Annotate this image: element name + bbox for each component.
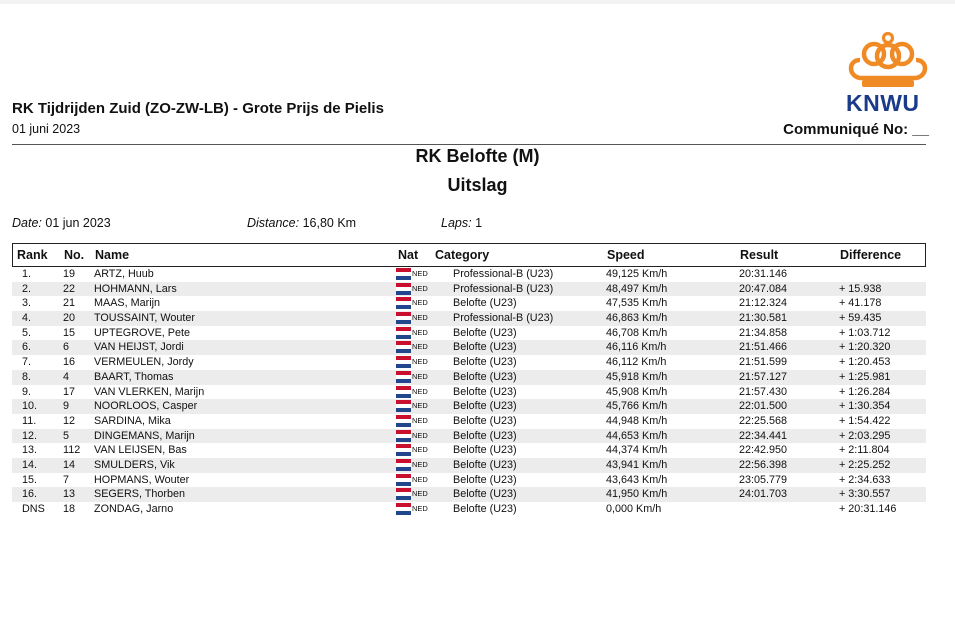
result-cell: 20:47.084 — [739, 282, 788, 295]
difference-cell: + 1:20.453 — [839, 356, 891, 369]
category-cell: Belofte (U23) — [453, 488, 517, 501]
speed-cell: 44,948 Km/h — [606, 414, 668, 427]
number-cell: 9 — [63, 400, 70, 413]
meta-distance — [247, 216, 356, 230]
netherlands-flag-icon — [396, 341, 411, 353]
category-cell: Belofte (U23) — [453, 326, 517, 339]
speed-cell: 46,708 Km/h — [606, 326, 668, 339]
number-cell: 112 — [63, 444, 81, 457]
nat-code: NED — [412, 430, 428, 440]
speed-cell: 44,374 Km/h — [606, 444, 668, 457]
meta-date — [12, 216, 111, 230]
result-cell: 22:34.441 — [739, 429, 788, 442]
meta-laps-value: 1 — [475, 216, 483, 230]
netherlands-flag-icon — [396, 400, 411, 412]
netherlands-flag-icon — [396, 386, 411, 398]
rank-cell: 7. — [22, 356, 32, 369]
rank-cell: 11. — [22, 414, 37, 427]
rank-cell: 10. — [22, 400, 38, 413]
table-row — [12, 473, 926, 488]
number-cell: 13 — [63, 488, 76, 501]
col-no: No. — [64, 248, 85, 262]
netherlands-flag-icon — [396, 430, 411, 442]
number-cell: 6 — [63, 341, 70, 354]
name-cell: HOHMANN, Lars — [94, 282, 177, 295]
netherlands-flag-icon — [396, 488, 411, 500]
number-cell: 4 — [63, 370, 70, 383]
name-cell: NOORLOOS, Casper — [94, 400, 198, 413]
rank-cell: 1. — [22, 268, 32, 280]
result-cell: 22:01.500 — [739, 400, 788, 413]
nat-code: NED — [412, 504, 428, 513]
speed-cell: 49,125 Km/h — [606, 268, 668, 280]
meta-laps-label: Laps: — [441, 216, 472, 230]
result-cell: 21:34.858 — [739, 326, 788, 339]
rank-cell: 6. — [22, 341, 32, 354]
number-cell: 15 — [63, 326, 76, 339]
col-difference: Difference — [840, 248, 902, 262]
netherlands-flag-icon — [396, 356, 411, 368]
nat-code: NED — [412, 283, 428, 293]
result-cell: 20:31.146 — [739, 268, 788, 280]
event-title: RK Tijdrijden Zuid (ZO-ZW-LB) - Grote Prijs de Pielis — [12, 100, 384, 117]
difference-cell: + 41.178 — [839, 297, 882, 310]
table-row — [12, 385, 926, 400]
number-cell: 19 — [63, 268, 76, 280]
netherlands-flag-icon — [396, 474, 411, 486]
result-cell: 24:01.703 — [739, 488, 788, 501]
netherlands-flag-icon — [396, 327, 411, 339]
category-cell: Belofte (U23) — [453, 503, 517, 515]
table-row — [12, 296, 926, 311]
name-cell: TOUSSAINT, Wouter — [94, 312, 195, 325]
netherlands-flag-icon — [396, 268, 411, 280]
difference-cell: + 2:34.633 — [839, 473, 891, 486]
speed-cell: 43,941 Km/h — [606, 458, 668, 471]
number-cell: 17 — [63, 385, 76, 398]
name-cell: BAART, Thomas — [94, 370, 174, 383]
category-cell: Belofte (U23) — [453, 341, 517, 354]
table-row — [12, 326, 926, 341]
name-cell: SARDINA, Mika — [94, 414, 171, 427]
result-cell: 22:56.398 — [739, 458, 788, 471]
netherlands-flag-icon — [396, 459, 411, 471]
speed-cell: 45,766 Km/h — [606, 400, 668, 413]
table-row — [12, 355, 926, 370]
name-cell: MAAS, Marijn — [94, 297, 160, 310]
logo-text: KNWU — [846, 90, 920, 116]
rank-cell: 12. — [22, 429, 38, 442]
number-cell: 20 — [63, 312, 76, 325]
difference-cell: + 2:03.295 — [839, 429, 891, 442]
category-cell: Professional-B (U23) — [453, 268, 554, 280]
name-cell: VAN LEIJSEN, Bas — [94, 444, 187, 457]
rank-cell: 14. — [22, 458, 38, 471]
difference-cell: + 2:11.804 — [839, 444, 890, 457]
results-header — [12, 243, 926, 267]
name-cell: UPTEGROVE, Pete — [94, 326, 191, 339]
difference-cell: + 1:54.422 — [839, 414, 891, 427]
name-cell: DINGEMANS, Marijn — [94, 429, 195, 442]
nat-code: NED — [412, 386, 428, 396]
result-cell: 22:42.950 — [739, 444, 788, 457]
top-strip — [0, 0, 955, 4]
netherlands-flag-icon — [396, 283, 411, 295]
name-cell: ZONDAG, Jarno — [94, 503, 174, 515]
result-cell: 21:57.127 — [739, 370, 788, 383]
race-title: RK Belofte (M) — [415, 146, 540, 166]
result-cell: 21:30.581 — [739, 312, 788, 325]
nat-code: NED — [412, 342, 428, 352]
communique-number: Communiqué No: __ — [783, 121, 929, 138]
table-row — [12, 429, 926, 444]
difference-cell: + 20:31.146 — [839, 503, 897, 515]
number-cell: 18 — [63, 503, 76, 515]
col-rank: Rank — [17, 248, 48, 262]
table-row — [12, 399, 926, 414]
number-cell: 7 — [63, 473, 70, 486]
result-cell: 21:51.599 — [739, 356, 788, 369]
name-cell: SMULDERS, Vik — [94, 458, 175, 471]
meta-distance-value: 16,80 Km — [302, 216, 357, 230]
category-cell: Belofte (U23) — [453, 429, 517, 442]
number-cell: 16 — [63, 356, 76, 369]
speed-cell: 0,000 Km/h — [606, 503, 662, 515]
difference-cell: + 1:03.712 — [839, 326, 891, 339]
difference-cell: + 1:25.981 — [839, 370, 891, 383]
difference-cell: + 1:26.284 — [839, 385, 891, 398]
nat-code: NED — [412, 489, 428, 499]
rank-cell: 3. — [22, 297, 32, 310]
netherlands-flag-icon — [396, 297, 411, 309]
speed-cell: 41,950 Km/h — [606, 488, 668, 501]
rank-cell: 8. — [22, 370, 32, 383]
nat-code: NED — [412, 327, 428, 337]
netherlands-flag-icon — [396, 371, 411, 383]
result-cell: 21:12.324 — [739, 297, 788, 310]
nat-code: NED — [412, 459, 428, 469]
name-cell: HOPMANS, Wouter — [94, 473, 190, 486]
name-cell: VERMEULEN, Jordy — [94, 356, 194, 369]
nat-code: NED — [412, 269, 428, 278]
results-body — [12, 267, 926, 517]
rank-cell: 4. — [22, 312, 32, 325]
number-cell: 22 — [63, 282, 76, 295]
netherlands-flag-icon — [396, 415, 411, 427]
table-row — [12, 487, 926, 502]
col-nat: Nat — [398, 248, 419, 262]
table-row — [12, 502, 926, 517]
name-cell: ARTZ, Huub — [94, 268, 154, 280]
result-cell: 21:51.466 — [739, 341, 788, 354]
nat-code: NED — [412, 415, 428, 425]
table-row — [12, 370, 926, 385]
rank-cell: 13. — [22, 444, 38, 457]
results-table — [12, 243, 926, 517]
result-cell: 22:25.568 — [739, 414, 788, 427]
table-row — [12, 311, 926, 326]
category-cell: Belofte (U23) — [453, 297, 517, 310]
speed-cell: 48,497 Km/h — [606, 282, 668, 295]
difference-cell: + 3:30.557 — [839, 488, 891, 501]
event-date: 01 juni 2023 — [12, 122, 81, 136]
rank-cell: 5. — [22, 326, 32, 339]
result-cell: 21:57.430 — [739, 385, 788, 398]
nat-code: NED — [412, 298, 428, 308]
difference-cell: + 1:20.320 — [839, 341, 891, 354]
number-cell: 21 — [63, 297, 76, 310]
meta-laps — [441, 216, 482, 230]
nat-code: NED — [412, 401, 428, 411]
speed-cell: 45,908 Km/h — [606, 385, 668, 398]
netherlands-flag-icon — [396, 503, 411, 515]
col-result: Result — [740, 248, 779, 262]
nat-code: NED — [412, 371, 428, 381]
category-cell: Belofte (U23) — [453, 444, 517, 457]
header-divider — [12, 144, 926, 145]
netherlands-flag-icon — [396, 312, 411, 324]
table-row — [12, 414, 926, 429]
col-category: Category — [435, 248, 490, 262]
difference-cell: + 1:30.354 — [839, 400, 891, 413]
speed-cell: 45,918 Km/h — [606, 370, 668, 383]
category-cell: Belofte (U23) — [453, 356, 517, 369]
number-cell: 14 — [63, 458, 76, 471]
speed-cell: 46,863 Km/h — [606, 312, 668, 325]
table-row — [12, 267, 926, 282]
meta-distance-label: Distance: — [247, 216, 300, 230]
col-speed: Speed — [607, 248, 645, 262]
name-cell: VAN HEIJST, Jordi — [94, 341, 184, 354]
category-cell: Belofte (U23) — [453, 385, 517, 398]
table-row — [12, 458, 926, 473]
col-name: Name — [95, 248, 130, 262]
rank-cell: DNS — [22, 503, 45, 515]
difference-cell: + 15.938 — [839, 282, 882, 295]
nat-code: NED — [412, 313, 428, 323]
table-row — [12, 340, 926, 355]
table-row — [12, 282, 926, 297]
race-subtitle: Uitslag — [447, 175, 508, 195]
speed-cell: 47,535 Km/h — [606, 297, 668, 310]
meta-date-value: 01 jun 2023 — [45, 216, 111, 230]
speed-cell: 44,653 Km/h — [606, 429, 668, 442]
category-cell: Belofte (U23) — [453, 370, 517, 383]
category-cell: Belofte (U23) — [453, 473, 517, 486]
difference-cell: + 2:25.252 — [839, 458, 891, 471]
speed-cell: 46,116 Km/h — [606, 341, 667, 354]
rank-cell: 9. — [22, 385, 32, 398]
nat-code: NED — [412, 445, 428, 455]
rank-cell: 2. — [22, 282, 32, 295]
rank-cell: 15. — [22, 473, 38, 486]
rank-cell: 16. — [22, 488, 38, 501]
category-cell: Professional-B (U23) — [453, 282, 554, 295]
result-cell: 23:05.779 — [739, 473, 788, 486]
category-cell: Professional-B (U23) — [453, 312, 554, 325]
name-cell: SEGERS, Thorben — [94, 488, 186, 501]
category-cell: Belofte (U23) — [453, 414, 517, 427]
difference-cell: + 59.435 — [839, 312, 882, 325]
meta-date-label: Date: — [12, 216, 42, 230]
table-row — [12, 443, 926, 458]
category-cell: Belofte (U23) — [453, 458, 517, 471]
nat-code: NED — [412, 474, 428, 484]
speed-cell: 46,112 Km/h — [606, 356, 667, 369]
number-cell: 12 — [63, 414, 76, 427]
number-cell: 5 — [63, 429, 70, 442]
category-cell: Belofte (U23) — [453, 400, 517, 413]
nat-code: NED — [412, 357, 428, 367]
netherlands-flag-icon — [396, 444, 411, 456]
speed-cell: 43,643 Km/h — [606, 473, 668, 486]
name-cell: VAN VLERKEN, Marijn — [94, 385, 205, 398]
